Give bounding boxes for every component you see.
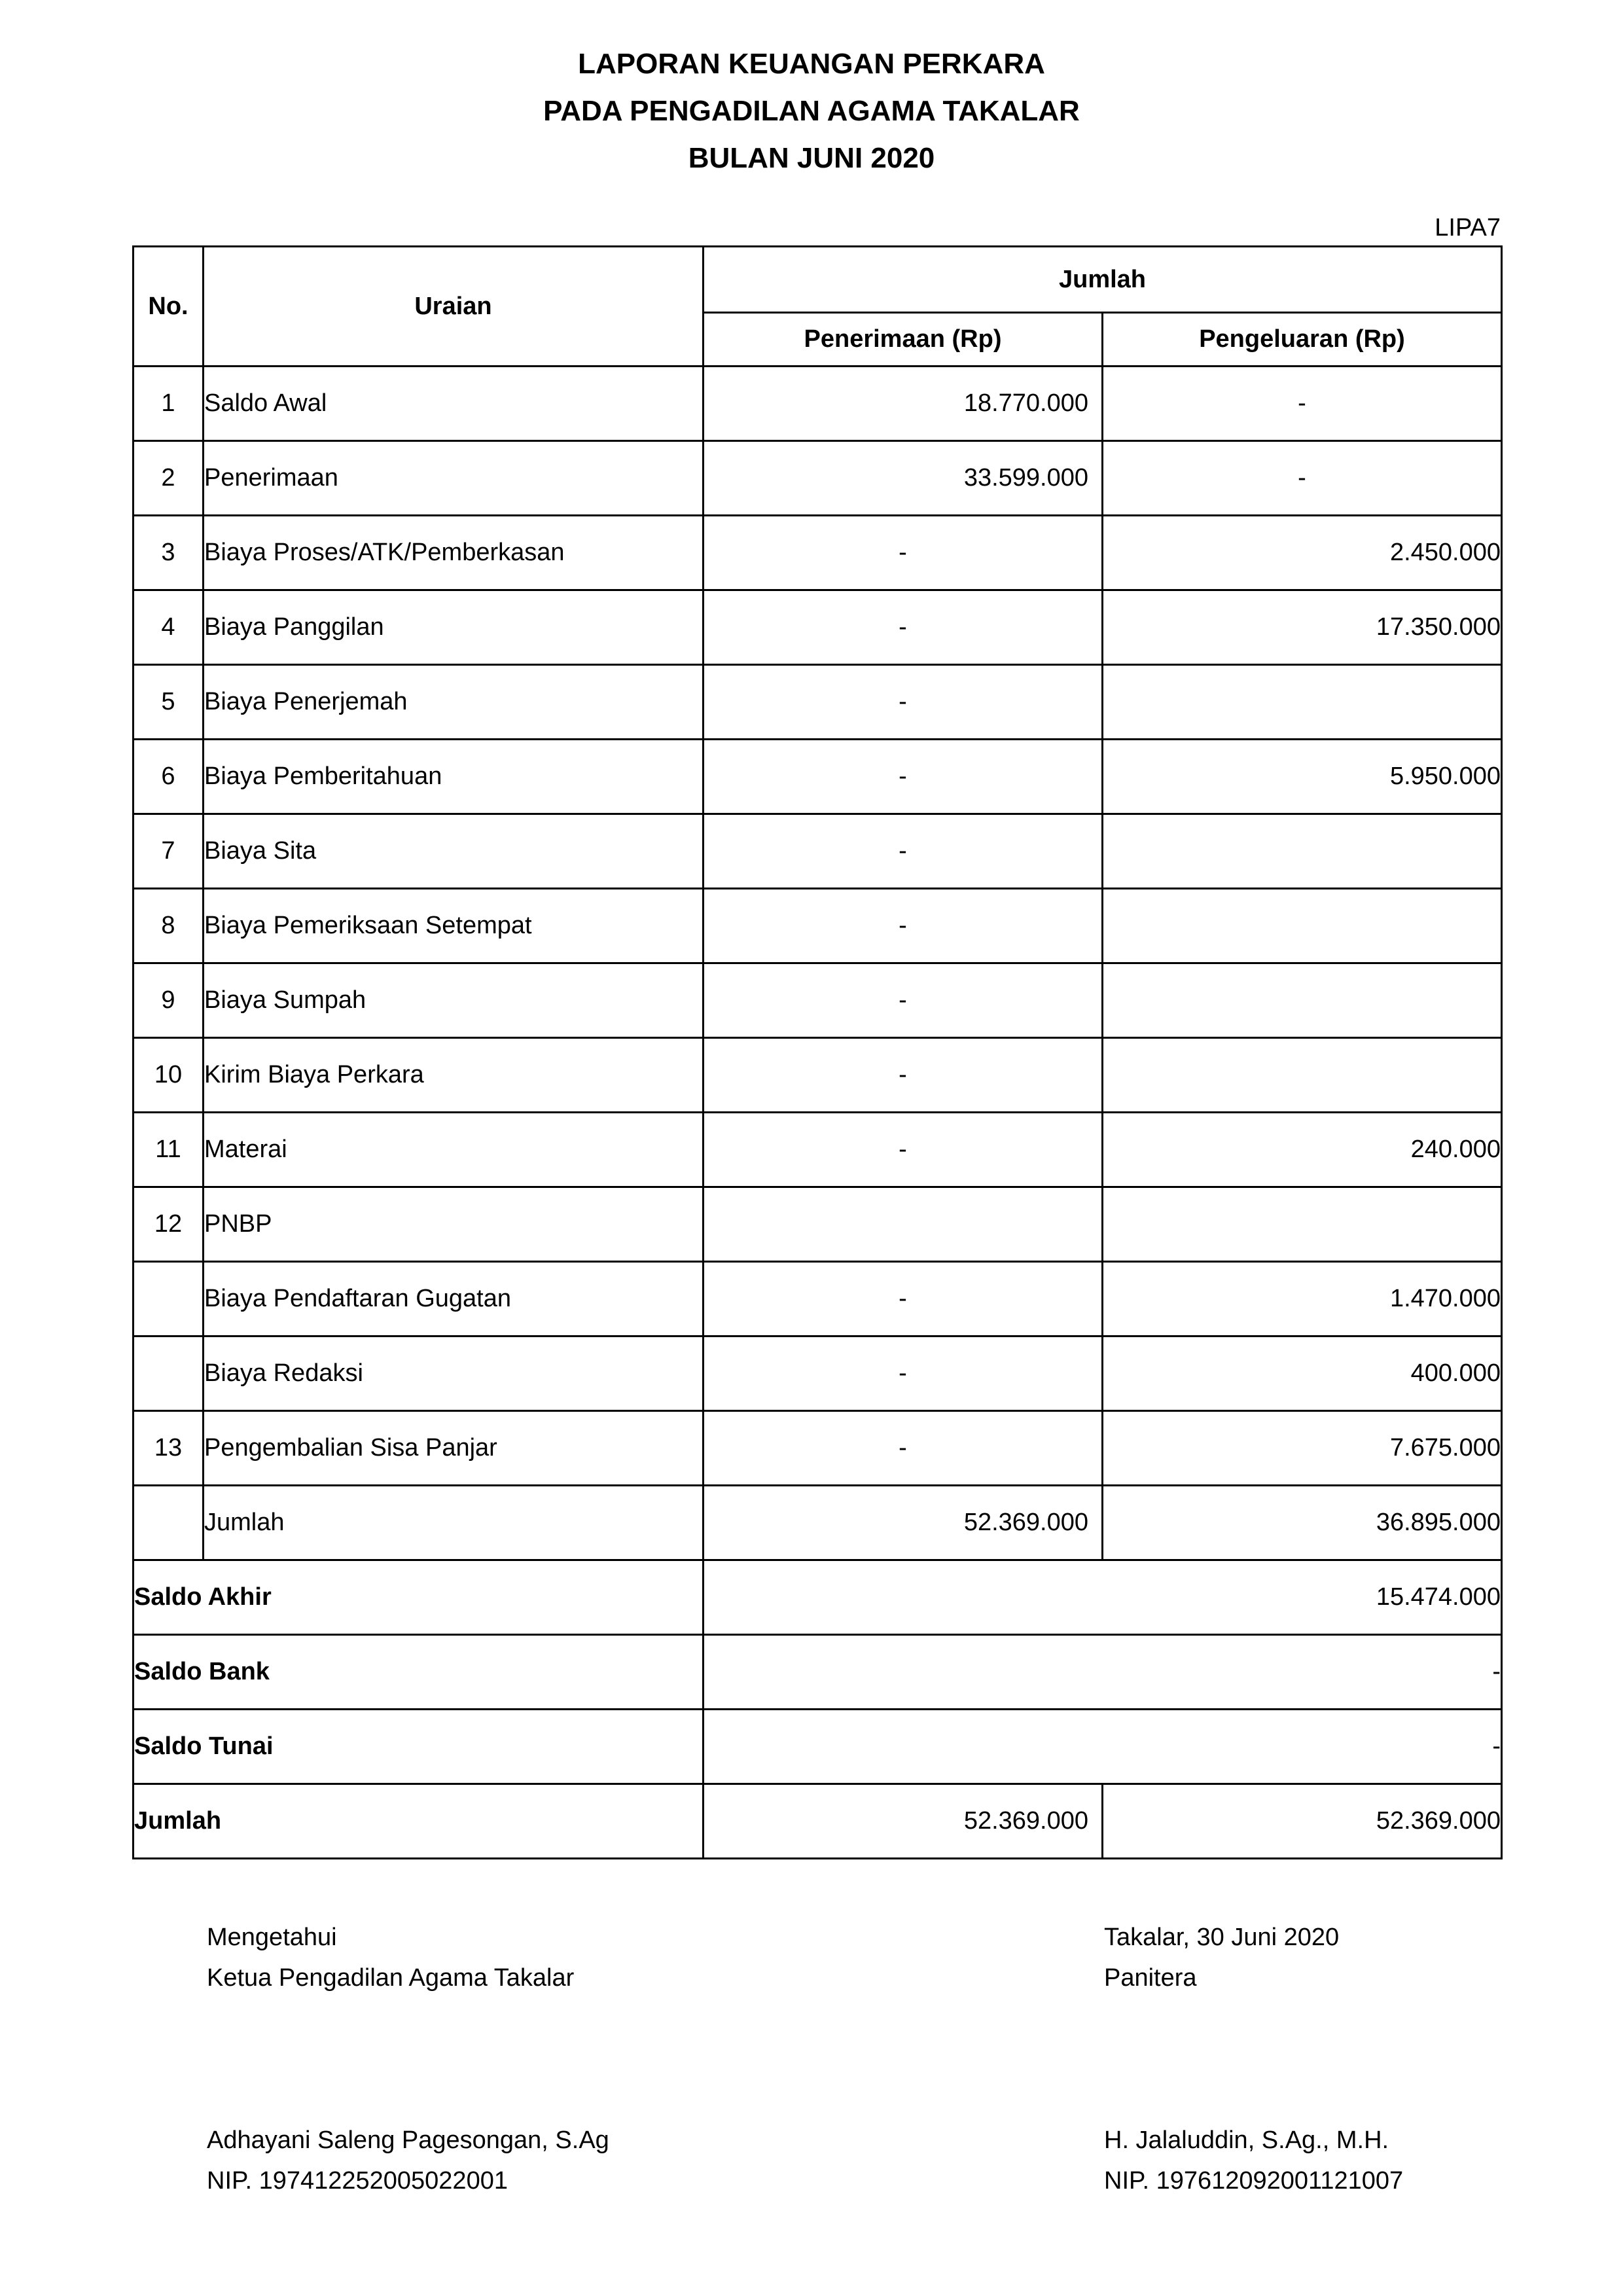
row-pengeluaran: 17.350.000	[1103, 590, 1502, 665]
saldo-tunai-label: Saldo Tunai	[134, 1710, 704, 1784]
row-penerimaan: -	[704, 889, 1103, 963]
row-number: 12	[134, 1187, 204, 1262]
row-number: 5	[134, 665, 204, 740]
row-pengeluaran	[1103, 889, 1502, 963]
grand-total-pengeluaran: 52.369.000	[1103, 1784, 1502, 1859]
saldo-tunai-row	[134, 1710, 1502, 1784]
saldo-bank-value: -	[704, 1635, 1502, 1710]
row-penerimaan: -	[704, 1336, 1103, 1411]
row-description: Biaya Pemberitahuan	[204, 740, 704, 814]
row-penerimaan: -	[704, 590, 1103, 665]
row-number: 9	[134, 963, 204, 1038]
table-row	[134, 1113, 1502, 1187]
row-description: Biaya Sumpah	[204, 963, 704, 1038]
table-row	[134, 665, 1502, 740]
row-description: PNBP	[204, 1187, 704, 1262]
row-description: Pengembalian Sisa Panjar	[204, 1411, 704, 1486]
row-number: 2	[134, 441, 204, 516]
left-signatory-nip: NIP. 197412252005022001	[207, 2167, 508, 2195]
row-penerimaan: -	[704, 814, 1103, 889]
row-description: Kirim Biaya Perkara	[204, 1038, 704, 1113]
row-penerimaan: -	[704, 1038, 1103, 1113]
report-title: LAPORAN KEUANGAN PERKARA	[578, 48, 1045, 80]
column-header-uraian: Uraian	[204, 247, 704, 367]
place-and-date: Takalar, 30 Juni 2020	[1104, 1924, 1340, 1951]
report-subtitle-court: PADA PENGADILAN AGAMA TAKALAR	[543, 95, 1080, 127]
table-row	[134, 740, 1502, 814]
row-description: Biaya Pendaftaran Gugatan	[204, 1262, 704, 1336]
saldo-tunai-value: -	[704, 1710, 1502, 1784]
row-pengeluaran: 400.000	[1103, 1336, 1502, 1411]
report-period: BULAN JUNI 2020	[688, 142, 935, 174]
subtotal-pengeluaran: 36.895.000	[1103, 1486, 1502, 1560]
row-number	[134, 1486, 204, 1560]
table-row	[134, 441, 1502, 516]
row-penerimaan: -	[704, 1113, 1103, 1187]
row-pengeluaran: 7.675.000	[1103, 1411, 1502, 1486]
subtotal-penerimaan: 52.369.000	[704, 1486, 1103, 1560]
row-number: 6	[134, 740, 204, 814]
left-signatory-caption: Mengetahui	[207, 1924, 337, 1951]
row-pengeluaran: 5.950.000	[1103, 740, 1502, 814]
row-number: 11	[134, 1113, 204, 1187]
row-penerimaan: -	[704, 516, 1103, 590]
row-number: 7	[134, 814, 204, 889]
row-pengeluaran	[1103, 665, 1502, 740]
row-penerimaan	[704, 1187, 1103, 1262]
table-row	[134, 516, 1502, 590]
row-description: Materai	[204, 1113, 704, 1187]
financial-report-table	[132, 245, 1503, 1859]
table-row	[134, 814, 1502, 889]
left-signatory-name: Adhayani Saleng Pagesongan, S.Ag	[207, 2126, 609, 2154]
saldo-akhir-row	[134, 1560, 1502, 1635]
row-pengeluaran	[1103, 1187, 1502, 1262]
row-pengeluaran	[1103, 963, 1502, 1038]
table-row	[134, 963, 1502, 1038]
row-penerimaan: -	[704, 963, 1103, 1038]
saldo-bank-label: Saldo Bank	[134, 1635, 704, 1710]
row-number: 10	[134, 1038, 204, 1113]
row-penerimaan: -	[704, 740, 1103, 814]
table-row	[134, 590, 1502, 665]
row-description: Biaya Panggilan	[204, 590, 704, 665]
grand-total-label: Jumlah	[134, 1784, 704, 1859]
row-pengeluaran	[1103, 1038, 1502, 1113]
row-pengeluaran: 1.470.000	[1103, 1262, 1502, 1336]
column-header-penerimaan: Penerimaan (Rp)	[704, 313, 1103, 367]
row-description: Saldo Awal	[204, 367, 704, 441]
row-pengeluaran	[1103, 814, 1502, 889]
row-number: 4	[134, 590, 204, 665]
right-signatory-name: H. Jalaluddin, S.Ag., M.H.	[1104, 2126, 1389, 2154]
row-number	[134, 1336, 204, 1411]
row-description: Penerimaan	[204, 441, 704, 516]
table-header-row	[134, 247, 1502, 313]
table-row	[134, 1411, 1502, 1486]
column-header-jumlah: Jumlah	[704, 247, 1502, 313]
row-number: 1	[134, 367, 204, 441]
left-signatory-title: Ketua Pengadilan Agama Takalar	[207, 1964, 575, 1992]
row-pengeluaran: -	[1103, 441, 1502, 516]
report-code: LIPA7	[1435, 214, 1501, 242]
row-description: Biaya Penerjemah	[204, 665, 704, 740]
row-number: 8	[134, 889, 204, 963]
saldo-akhir-value: 15.474.000	[704, 1560, 1502, 1635]
subtotal-label: Jumlah	[204, 1486, 704, 1560]
row-description: Biaya Redaksi	[204, 1336, 704, 1411]
table-row	[134, 1038, 1502, 1113]
grand-total-row	[134, 1784, 1502, 1859]
row-penerimaan: -	[704, 1262, 1103, 1336]
table-row	[134, 1262, 1502, 1336]
right-signatory-title: Panitera	[1104, 1964, 1197, 1992]
saldo-bank-row	[134, 1635, 1502, 1710]
row-number: 13	[134, 1411, 204, 1486]
column-header-pengeluaran: Pengeluaran (Rp)	[1103, 313, 1502, 367]
row-pengeluaran: 2.450.000	[1103, 516, 1502, 590]
table-row	[134, 367, 1502, 441]
row-description: Biaya Proses/ATK/Pemberkasan	[204, 516, 704, 590]
row-pengeluaran: 240.000	[1103, 1113, 1502, 1187]
row-description: Biaya Pemeriksaan Setempat	[204, 889, 704, 963]
row-description: Biaya Sita	[204, 814, 704, 889]
row-number: 3	[134, 516, 204, 590]
column-header-no: No.	[134, 247, 204, 367]
row-penerimaan: -	[704, 665, 1103, 740]
row-penerimaan: 33.599.000	[704, 441, 1103, 516]
row-penerimaan: 18.770.000	[704, 367, 1103, 441]
grand-total-penerimaan: 52.369.000	[704, 1784, 1103, 1859]
table-row	[134, 1336, 1502, 1411]
subtotal-row	[134, 1486, 1502, 1560]
row-number	[134, 1262, 204, 1336]
saldo-akhir-label: Saldo Akhir	[134, 1560, 704, 1635]
table-row	[134, 889, 1502, 963]
table-row	[134, 1187, 1502, 1262]
row-penerimaan: -	[704, 1411, 1103, 1486]
right-signatory-nip: NIP. 197612092001121007	[1104, 2167, 1404, 2195]
row-pengeluaran: -	[1103, 367, 1502, 441]
